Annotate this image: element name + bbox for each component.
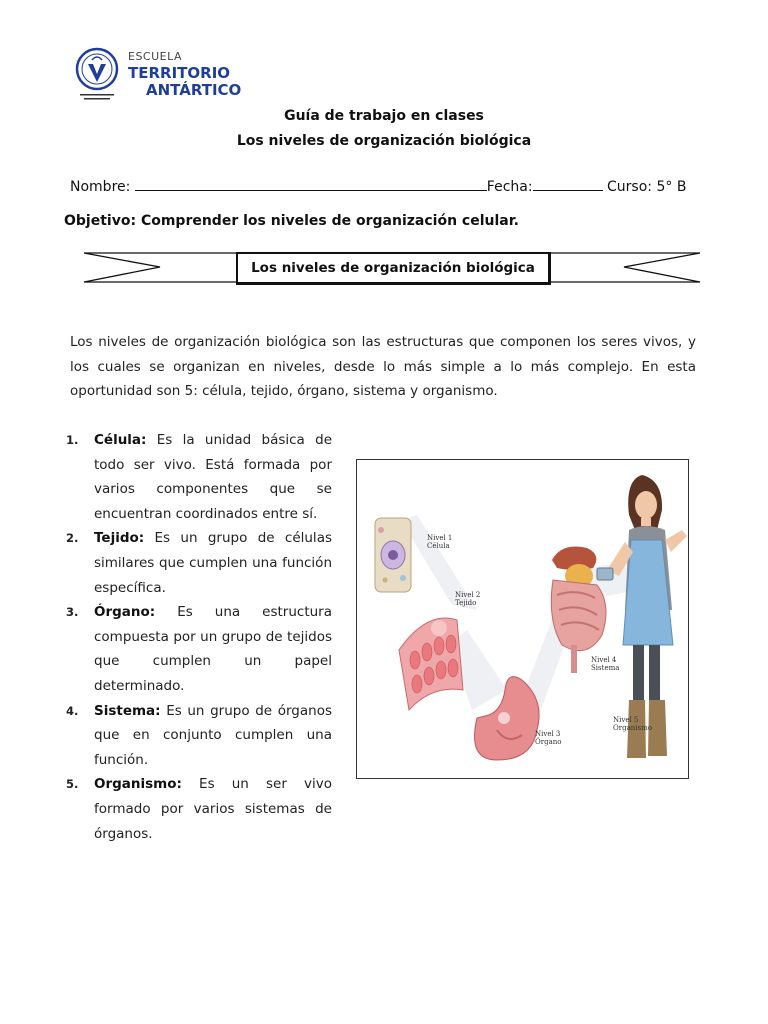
list-item-number: 4. <box>66 703 79 718</box>
school-name-line2: ANTÁRTICO <box>146 81 242 99</box>
figure-label-cell-level: Nivel 1 <box>427 534 453 542</box>
tissue-illustration <box>399 618 463 710</box>
banner-title: Los niveles de organización biológica <box>236 252 551 285</box>
figure-label-organism <box>613 716 652 732</box>
list-item-text: Es un grupo de células similares que cumplen una función específica. <box>94 530 332 596</box>
list-item-number: 5. <box>66 777 79 792</box>
list-item-term: Sistema: <box>94 702 161 719</box>
student-info-line <box>70 176 686 195</box>
list-item <box>66 526 332 600</box>
intro-paragraph: Los niveles de organización biológica son las estructuras que componen los seres vivos, y los cuales se organizan en niveles, desde lo más simple a lo más complejo. En esta oportunidad son 5: célula, tejido, órgano, sistema y organismo. <box>70 334 696 399</box>
figure-label-cell-name: Célula <box>427 542 450 550</box>
worksheet-subject: Los niveles de organización biológica <box>236 133 532 149</box>
figure-label-system-name: Sistema <box>591 664 620 672</box>
name-field[interactable] <box>135 176 487 191</box>
figure-label-organ-name: Órgano <box>535 738 562 746</box>
school-seal-icon <box>74 44 120 104</box>
list-item <box>66 699 332 773</box>
list-item-term: Tejido: <box>94 530 145 547</box>
list-item <box>66 600 332 698</box>
list-item-number: 3. <box>66 605 79 620</box>
figure-label-system-level: Nivel 4 <box>591 656 617 664</box>
list-item-text: Es un ser vivo formado por varios sistemas de órganos. <box>94 776 332 842</box>
list-item-number: 1. <box>66 433 79 447</box>
figure-label-organism-name: Organismo <box>613 724 652 732</box>
figure-label-cell <box>427 534 452 550</box>
objective <box>64 213 519 229</box>
course-label: Curso: 5° B <box>607 179 687 195</box>
list-item-term: Célula: <box>94 432 147 448</box>
list-item <box>66 428 332 526</box>
list-item-number: 2. <box>66 531 79 546</box>
date-field[interactable] <box>533 176 603 191</box>
figure-label-tissue-name: Tejido <box>455 599 477 607</box>
list-item <box>66 772 332 846</box>
objective-text: Comprender los niveles de organización celular. <box>140 213 519 229</box>
list-item-text: Es la unidad básica de todo ser vivo. Está formada por varios componentes que se encuentran coordinados entre sí. <box>94 432 332 522</box>
list-item-term: Órgano: <box>94 604 156 621</box>
list-item-term: Organismo: <box>94 776 182 793</box>
levels-list <box>66 428 332 846</box>
figure-label-organism-level: Nivel 5 <box>613 716 639 724</box>
school-name-line1: TERRITORIO <box>128 64 231 82</box>
figure-label-tissue-level: Nivel 2 <box>455 591 481 599</box>
date-label: Fecha: <box>486 179 533 195</box>
objective-label: Objetivo: <box>64 213 137 229</box>
figure-label-organ <box>535 730 561 746</box>
section-banner <box>84 250 700 286</box>
school-logo <box>74 44 254 108</box>
organization-levels-figure <box>356 459 689 779</box>
worksheet-title: Guía de trabajo en clases <box>284 108 484 124</box>
school-word: ESCUELA <box>128 50 183 63</box>
list-item-text: Es un grupo de órganos que en conjunto cumplen una función. <box>94 702 332 768</box>
cell-illustration <box>375 518 411 592</box>
figure-label-organ-level: Nivel 3 <box>535 730 561 738</box>
figure-label-tissue <box>455 591 480 607</box>
list-item-text: Es una estructura compuesta por un grupo de tejidos que cumplen un papel determinado. <box>94 604 332 694</box>
figure-label-system <box>591 656 619 672</box>
name-label: Nombre: <box>70 179 131 195</box>
